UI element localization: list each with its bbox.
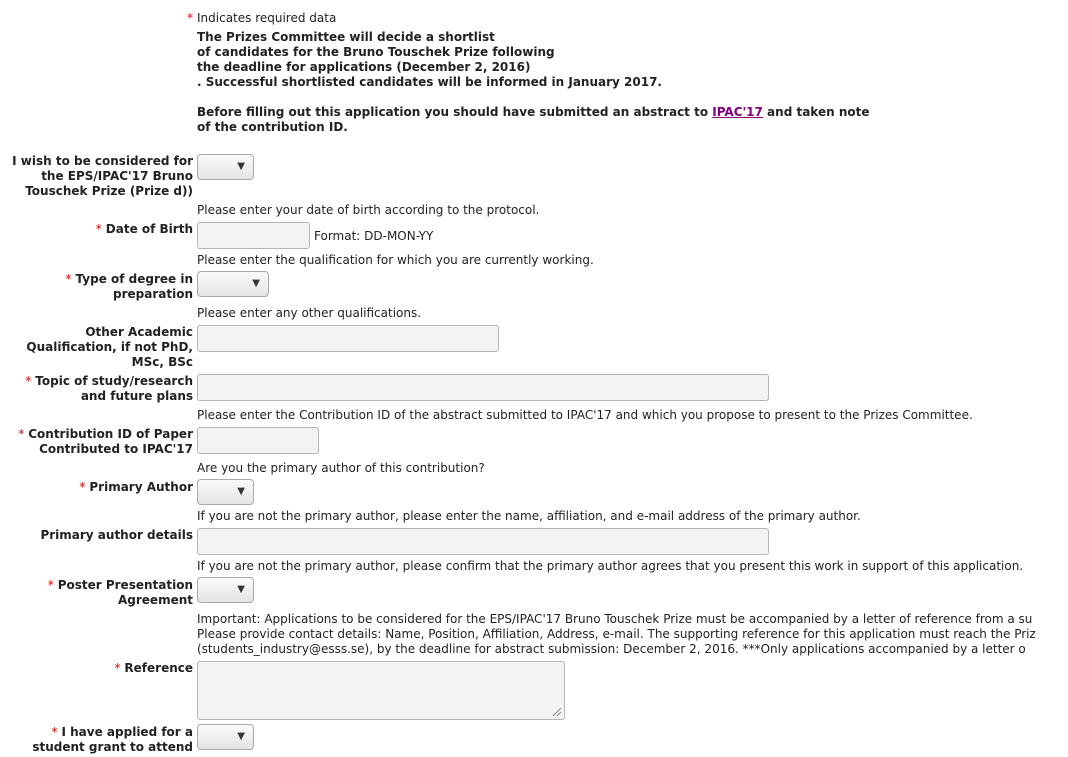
required-marker: * [47,578,54,592]
required-marker: * [79,480,86,494]
required-note: * Indicates required data [187,11,337,25]
reference-textarea[interactable] [197,661,565,720]
reference-label: * Reference [114,661,193,675]
required-marker: * [114,661,121,675]
resize-handle-icon[interactable] [552,707,562,717]
chevron-down-icon: ▼ [237,731,245,742]
author-details-hint: If you are not the primary author, please enter the name, affiliation, and e-mail address of the primary author. [197,509,861,523]
degree-hint: Please enter the qualification for which you are currently working. [197,253,594,267]
other-qual-label: Other Academic Qualification, if not PhD, MSc, BSc [26,325,193,369]
poster-label: * Poster Presentation Agreement [47,578,193,607]
prize-select[interactable] [197,154,254,180]
intro-line-4: . Successful shortlisted candidates will be informed in January 2017. [197,75,662,89]
grant-select[interactable] [197,724,254,750]
chevron-down-icon: ▼ [237,486,245,497]
dob-format: Format: DD-MON-YY [314,229,434,243]
contribution-input[interactable] [197,427,319,454]
author-details-label: Primary author details [40,528,193,542]
required-marker: * [18,427,25,441]
poster-select[interactable] [197,577,254,603]
primary-author-hint: Are you the primary author of this contribution? [197,461,485,475]
degree-select[interactable] [197,271,269,297]
ipac17-link[interactable]: IPAC'17 [712,105,763,119]
required-marker: * [187,11,193,25]
intro-line-1: The Prizes Committee will decide a shortlist [197,30,495,44]
topic-input[interactable] [197,374,769,401]
prize-label: I wish to be considered for the EPS/IPAC'17 Bruno Touschek Prize (Prize d)) [12,154,193,198]
grant-label: * I have applied for a student grant to attend [32,725,193,754]
chevron-down-icon: ▼ [237,161,245,172]
contribution-hint: Please enter the Contribution ID of the abstract submitted to IPAC'17 and which you propose to present to the Prizes Committee. [197,408,973,422]
reference-hint: Important: Applications to be considered for the EPS/IPAC'17 Bruno Touschek Prize must be accompanied by a letter of reference from a su Please provide contact details: Name, Position, Affiliation, Address, e-mail. The supporting reference for this application must reach the Priz (students_industry@esss.se), by the deadline for abstract submission: December 2, 2016. ***Only applications accompanied by a letter o [197,612,1036,656]
chevron-down-icon: ▼ [237,584,245,595]
primary-author-select[interactable] [197,479,254,505]
required-marker: * [51,725,58,739]
intro-line-3: the deadline for applications (December 2, 2016) [197,60,531,74]
degree-label: * Type of degree in preparation [65,272,193,301]
other-qual-input[interactable] [197,325,499,352]
poster-hint: If you are not the primary author, please confirm that the primary author agrees that you present this work in support of this application. [197,559,1024,573]
intro-line-2: of candidates for the Bruno Touschek Prize following [197,45,555,59]
author-details-input[interactable] [197,528,769,555]
required-marker: * [65,272,72,286]
contribution-label: * Contribution ID of Paper Contributed to IPAC'17 [18,427,193,456]
topic-label: * Topic of study/research and future plans [25,374,193,403]
required-marker: * [25,374,32,388]
dob-label: * Date of Birth [95,222,193,236]
dob-input[interactable] [197,222,310,249]
abstract-note-line-2: of the contribution ID. [197,120,348,134]
required-marker: * [95,222,102,236]
dob-hint: Please enter your date of birth according to the protocol. [197,203,540,217]
other-qual-hint: Please enter any other qualifications. [197,306,422,320]
abstract-note: Before filling out this application you should have submitted an abstract to IPAC'17 and taken note [197,105,870,119]
chevron-down-icon: ▼ [252,278,260,289]
primary-author-label: * Primary Author [79,480,193,494]
